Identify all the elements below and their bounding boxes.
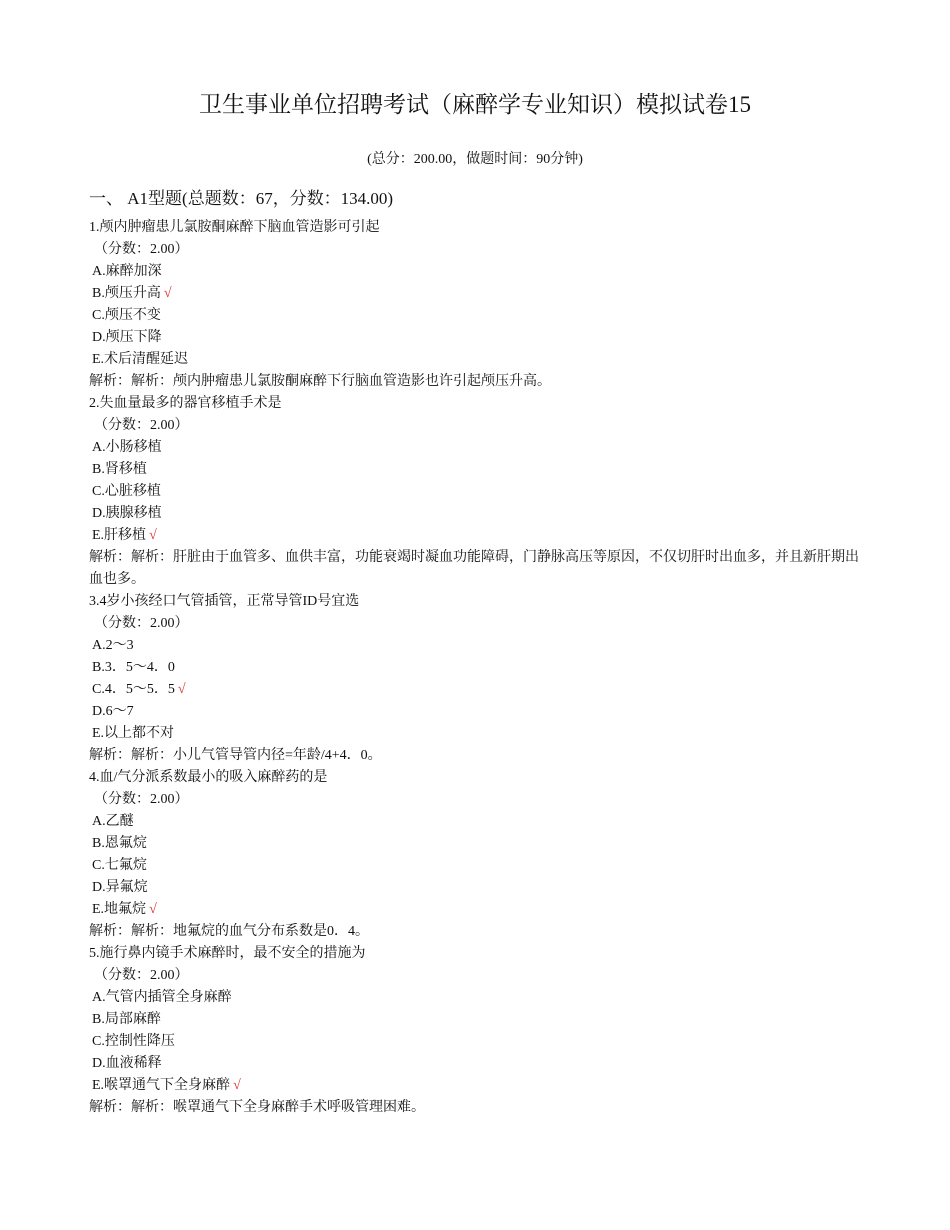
question-score: （分数：2.00） <box>94 418 189 433</box>
option-label: C.心脏移植 <box>92 484 161 499</box>
option-label: E.术后清醒延迟 <box>92 352 189 367</box>
option-label: A.小肠移植 <box>92 440 162 455</box>
answer-option <box>89 899 864 921</box>
option-label: B.3．5～4．0 <box>92 660 175 675</box>
answer-option <box>89 679 864 701</box>
option-label: B.恩氟烷 <box>92 836 147 851</box>
answer-option <box>89 261 864 283</box>
question-stem: 2.失血量最多的器官移植手术是 <box>89 396 282 411</box>
correct-check-icon: √ <box>149 902 157 917</box>
answer-option <box>89 855 864 877</box>
question-block <box>89 591 864 767</box>
question-stem: 1.颅内肿瘤患儿氯胺酮麻醉下脑血管造影可引起 <box>89 220 380 235</box>
answer-option <box>89 305 864 327</box>
option-label: D.异氟烷 <box>92 880 148 895</box>
option-label: B.肾移植 <box>92 462 147 477</box>
answer-option <box>89 987 864 1009</box>
answer-analysis <box>89 745 864 767</box>
answer-option <box>89 481 864 503</box>
analysis-prefix: 解析： <box>89 1100 131 1115</box>
question-score: （分数：2.00） <box>94 792 189 807</box>
option-label: E.喉罩通气下全身麻醉 <box>92 1078 231 1093</box>
answer-option <box>89 701 864 723</box>
question-block <box>89 943 864 1119</box>
analysis-prefix: 解析： <box>89 374 131 389</box>
option-label: C.4．5～5．5 <box>92 682 175 697</box>
answer-option <box>89 459 864 481</box>
answer-option <box>89 1075 864 1097</box>
option-label: A.麻醉加深 <box>92 264 162 279</box>
correct-check-icon: √ <box>177 682 186 697</box>
option-label: E.地氟烷 <box>92 902 147 917</box>
answer-option <box>89 657 864 679</box>
analysis-prefix: 解析： <box>89 924 131 939</box>
answer-option <box>89 1009 864 1031</box>
page-title: 卫生事业单位招聘考试（麻醉学专业知识）模拟试卷15 <box>199 92 751 117</box>
question-stem: 3.4岁小孩经口气管插管，正常导管ID号宜选 <box>89 594 360 609</box>
answer-option <box>89 833 864 855</box>
answer-analysis <box>89 547 864 591</box>
question-stem: 4.血/气分派系数最小的吸入麻醉药的是 <box>89 770 328 785</box>
option-label: D.血液稀释 <box>92 1056 162 1071</box>
analysis-prefix: 解析： <box>89 748 131 763</box>
question-score: （分数：2.00） <box>94 616 189 631</box>
analysis-text: 解析：地氟烷的血气分布系数是0．4。 <box>131 924 369 939</box>
option-label: C.控制性降压 <box>92 1034 175 1049</box>
answer-option <box>89 1031 864 1053</box>
option-label: B.颅压升高 <box>92 286 161 301</box>
analysis-prefix: 解析： <box>89 550 131 565</box>
answer-option <box>89 437 864 459</box>
option-label: A.2～3 <box>92 638 134 653</box>
exam-meta: (总分：200.00，做题时间：90分钟) <box>367 152 583 167</box>
correct-check-icon: √ <box>149 528 157 543</box>
question-block <box>89 767 864 943</box>
correct-check-icon: √ <box>163 286 172 301</box>
answer-option <box>89 635 864 657</box>
analysis-text: 解析：小儿气管导管内径=年龄/4+4．0。 <box>131 748 382 763</box>
analysis-text: 解析：肝脏由于血管多、血供丰富，功能衰竭时凝血功能障碍，门静脉高压等原因，不仅切肝时出血多，并且新肝期出血也多。 <box>89 550 859 587</box>
answer-option <box>89 349 864 371</box>
answer-option <box>89 503 864 525</box>
question-list <box>89 217 864 1119</box>
analysis-text: 解析：喉罩通气下全身麻醉手术呼吸管理困难。 <box>131 1100 425 1115</box>
question-block <box>89 217 864 393</box>
option-label: A.乙醚 <box>92 814 134 829</box>
option-label: D.胰腺移植 <box>92 506 162 521</box>
answer-option <box>89 525 864 547</box>
option-label: E.肝移植 <box>92 528 147 543</box>
option-label: D.6～7 <box>92 704 134 719</box>
option-label: C.颅压不变 <box>92 308 161 323</box>
answer-option <box>89 877 864 899</box>
answer-option <box>89 1053 864 1075</box>
section-heading: 一、 A1型题(总题数：67，分数：134.00) <box>89 189 394 208</box>
question-stem: 5.施行鼻内镜手术麻醉时，最不安全的措施为 <box>89 946 366 961</box>
option-label: D.颅压下降 <box>92 330 162 345</box>
answer-analysis <box>89 921 864 943</box>
answer-analysis <box>89 1097 864 1119</box>
option-label: E.以上都不对 <box>92 726 175 741</box>
option-label: A.气管内插管全身麻醉 <box>92 990 232 1005</box>
answer-analysis <box>89 371 864 393</box>
correct-check-icon: √ <box>233 1078 241 1093</box>
answer-option <box>89 283 864 305</box>
answer-option <box>89 811 864 833</box>
question-score: （分数：2.00） <box>94 242 189 257</box>
option-label: B.局部麻醉 <box>92 1012 161 1027</box>
answer-option <box>89 723 864 745</box>
answer-option <box>89 327 864 349</box>
question-score: （分数：2.00） <box>94 968 189 983</box>
analysis-text: 解析：颅内肿瘤患儿氯胺酮麻醉下行脑血管造影也许引起颅压升高。 <box>131 374 551 389</box>
option-label: C.七氟烷 <box>92 858 147 873</box>
question-block <box>89 393 864 591</box>
